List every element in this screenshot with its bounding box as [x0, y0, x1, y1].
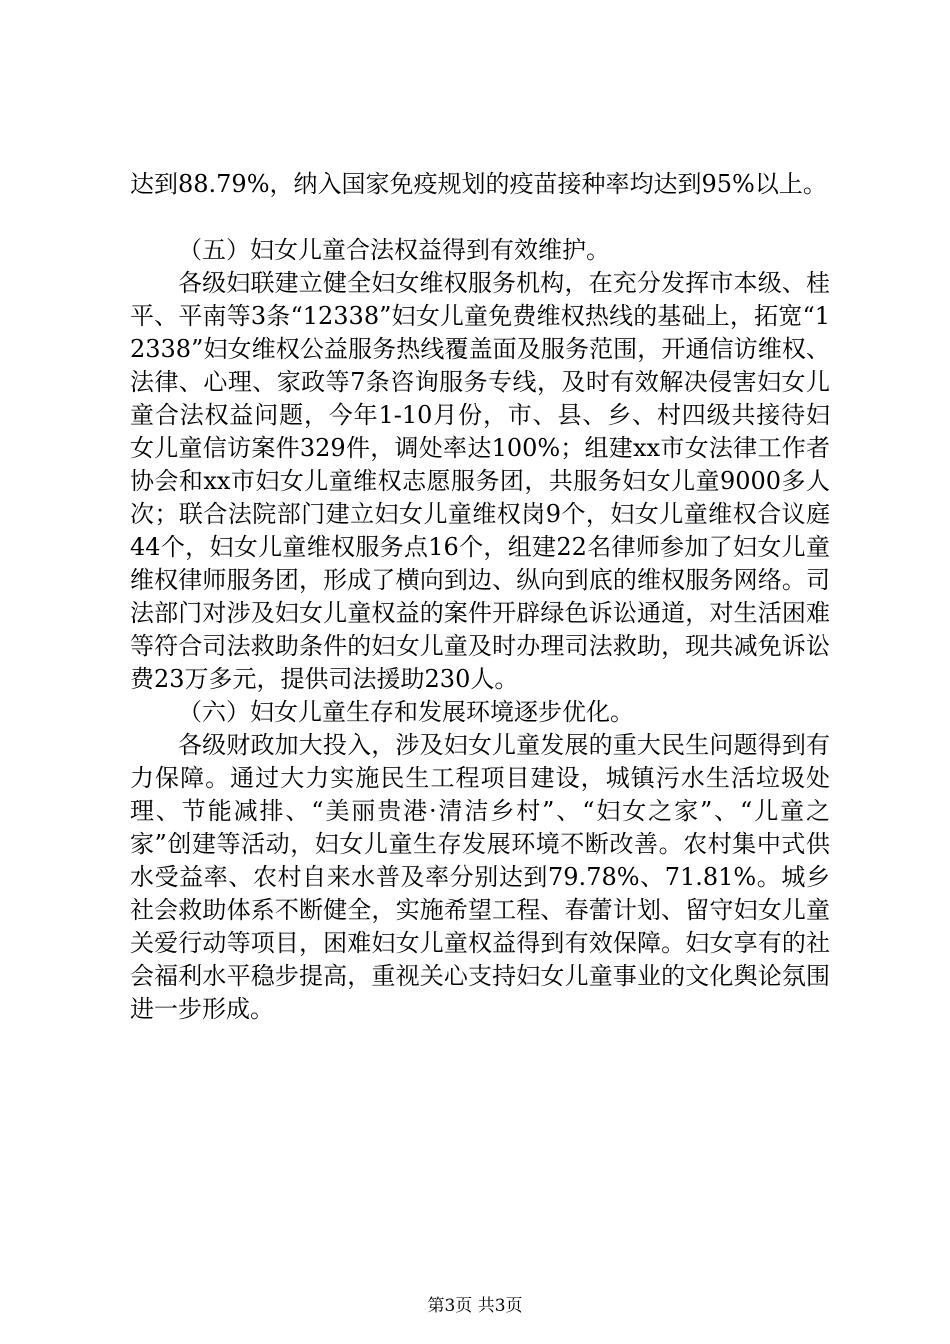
document-body — [130, 168, 830, 1026]
section-heading-6: （六）妇女儿童生存和发展环境逐步优化。 — [178, 698, 634, 726]
body-paragraph-environment: 各级财政加大投入，涉及妇女儿童发展的重大民生问题得到有力保障。通过大力实施民生工程项目建设，城镇污水生活垃圾处理、节能减排、“美丽贵港·清洁乡村”、“妇女之家”、“儿童之家”创建等活动，妇女儿童生存发展环境不断改善。农村集中式供水受益率、农村自来水普及率分别达到79.78%、71.81%。城乡社会救助体系不断健全，实施希望工程、春蕾计划、留守妇女儿童关爱行动等项目，困难妇女儿童权益得到有效保障。妇女享有的社会福利水平稳步提高，重视关心支持妇女儿童事业的文化舆论氛围进一步形成。 — [130, 731, 830, 1023]
body-paragraph-rights: 各级妇联建立健全妇女维权服务机构，在充分发挥市本级、桂平、平南等3条“12338”妇女儿童免费维权热线的基础上，拓宽“12338”妇女维权公益服务热线覆盖面及服务范围，开通信访维权、法律、心理、家政等7条咨询服务专线，及时有效解决侵害妇女儿童合法权益问题，今年1-10月份，市、县、乡、村四级共接待妇女儿童信访案件329件，调处率达100%；组建xx市女法律工作者协会和xx市妇女儿童维权志愿服务团，共服务妇女儿童9000多人次；联合法院部门建立妇女儿童维权岗9个，妇女儿童维权合议庭44个，妇女儿童维权服务点16个，组建22名律师参加了妇女儿童维权律师服务团，形成了横向到边、纵向到底的维权服务网络。司法部门对涉及妇女儿童权益的案件开辟绿色诉讼通道，对生活困难等符合司法救助条件的妇女儿童及时办理司法救助，现共减免诉讼费23万多元，提供司法援助230人。 — [130, 269, 830, 693]
continuation-paragraph: 达到88.79%，纳入国家免疫规划的疫苗接种率均达到95%以上。 — [130, 170, 827, 198]
page-footer: 第3页 共3页 — [427, 1296, 523, 1316]
section-heading-5: （五）妇女儿童合法权益得到有效维护。 — [178, 236, 610, 264]
